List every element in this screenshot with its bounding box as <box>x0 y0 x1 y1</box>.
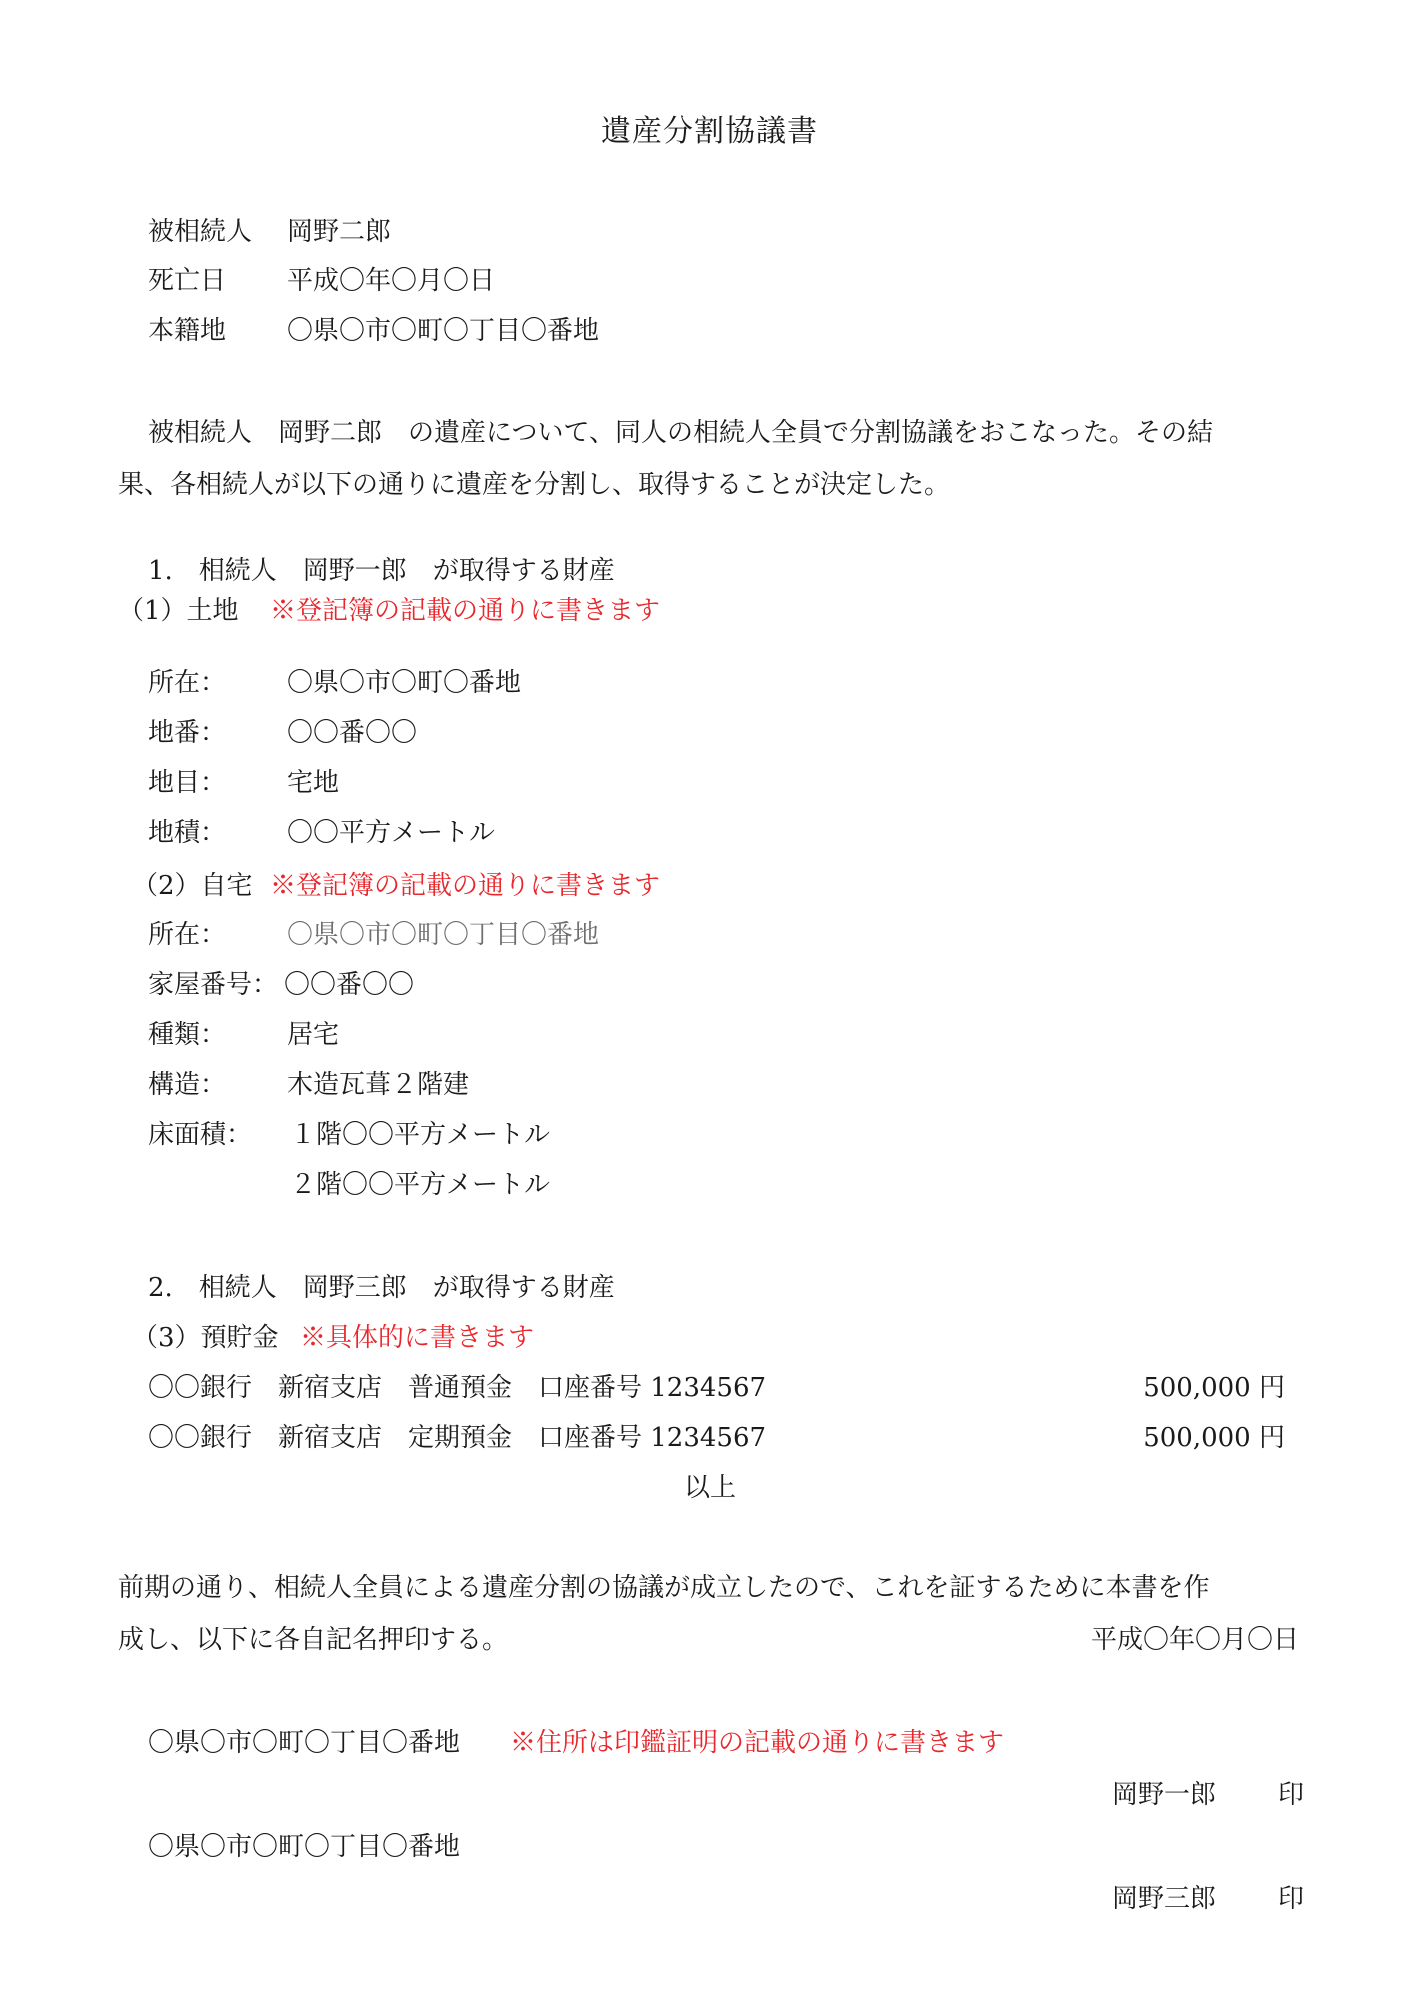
land-location: 〇県〇市〇町〇番地 <box>287 668 522 698</box>
account-amount-2: 500,000 円 <box>1143 1423 1285 1453</box>
house-type-label: 種類： <box>148 1020 227 1050</box>
house-floor-2: ２階〇〇平方メートル <box>290 1170 551 1200</box>
signatory-1-address: 〇県〇市〇町〇丁目〇番地 <box>148 1728 461 1758</box>
closing-line-2: 成し、以下に各自記名押印する。 <box>118 1625 509 1655</box>
signatory-2-name: 岡野三郎 <box>1112 1884 1217 1914</box>
land-category-label: 地目： <box>148 768 227 798</box>
land-lot-label: 地番： <box>148 718 227 748</box>
section2-heading: 2. 相続人 岡野三郎 が取得する財産 <box>148 1273 615 1303</box>
death-date: 平成〇年〇月〇日 <box>287 266 496 296</box>
intro-line-2: 果、各相続人が以下の通りに遺産を分割し、取得することが決定した。 <box>118 470 951 500</box>
house-floor-1: １階〇〇平方メートル <box>290 1120 551 1150</box>
domicile-label: 本籍地 <box>148 316 227 346</box>
signatory-2-address: 〇県〇市〇町〇丁目〇番地 <box>148 1832 461 1862</box>
house-number: 〇〇番〇〇 <box>284 970 415 1000</box>
end-mark: 以上 <box>684 1473 737 1503</box>
domicile: 〇県〇市〇町〇丁目〇番地 <box>287 316 600 346</box>
land-lot: 〇〇番〇〇 <box>287 718 418 748</box>
house-type: 居宅 <box>287 1020 340 1050</box>
house-note: ※登記簿の記載の通りに書きます <box>270 871 661 901</box>
house-location: 〇県〇市〇町〇丁目〇番地 <box>287 920 600 950</box>
account-desc-2: 〇〇銀行 新宿支店 定期預金 口座番号 1234567 <box>148 1423 767 1453</box>
deceased-name: 岡野二郎 <box>287 217 392 247</box>
land-area: 〇〇平方メートル <box>287 818 496 848</box>
signatory-1-note: ※住所は印鑑証明の記載の通りに書きます <box>510 1728 1005 1758</box>
house-structure: 木造瓦葺２階建 <box>287 1070 470 1100</box>
signatory-1-name: 岡野一郎 <box>1112 1780 1217 1810</box>
deceased-name-label: 被相続人 <box>148 217 253 247</box>
death-date-label: 死亡日 <box>148 266 227 296</box>
house-label: （2）自宅 <box>132 871 253 901</box>
savings-note: ※具体的に書きます <box>300 1323 535 1353</box>
land-area-label: 地積： <box>148 818 227 848</box>
closing-date: 平成〇年〇月〇日 <box>1090 1625 1299 1655</box>
signatory-1-seal: 印 <box>1278 1780 1305 1810</box>
signatory-2-seal: 印 <box>1278 1884 1305 1914</box>
closing-line-1: 前期の通り、相続人全員による遺産分割の協議が成立したので、これを証するために本書を作 <box>118 1573 1210 1603</box>
land-note: ※登記簿の記載の通りに書きます <box>270 596 661 626</box>
land-category: 宅地 <box>287 768 340 798</box>
savings-label: （3）預貯金 <box>132 1323 279 1353</box>
document-title: 遺産分割協議書 <box>601 114 818 149</box>
land-location-label: 所在： <box>148 668 227 698</box>
house-floor-label: 床面積： <box>148 1120 253 1150</box>
intro-line-1: 被相続人 岡野二郎 の遺産について、同人の相続人全員で分割協議をおこなった。その結 <box>148 418 1213 448</box>
house-number-label: 家屋番号： <box>148 970 279 1000</box>
account-amount-1: 500,000 円 <box>1143 1373 1285 1403</box>
section1-heading: 1. 相続人 岡野一郎 が取得する財産 <box>148 556 615 586</box>
land-label: （1）土地 <box>118 596 239 626</box>
house-structure-label: 構造： <box>148 1070 227 1100</box>
house-location-label: 所在： <box>148 920 227 950</box>
account-desc-1: 〇〇銀行 新宿支店 普通預金 口座番号 1234567 <box>148 1373 767 1403</box>
